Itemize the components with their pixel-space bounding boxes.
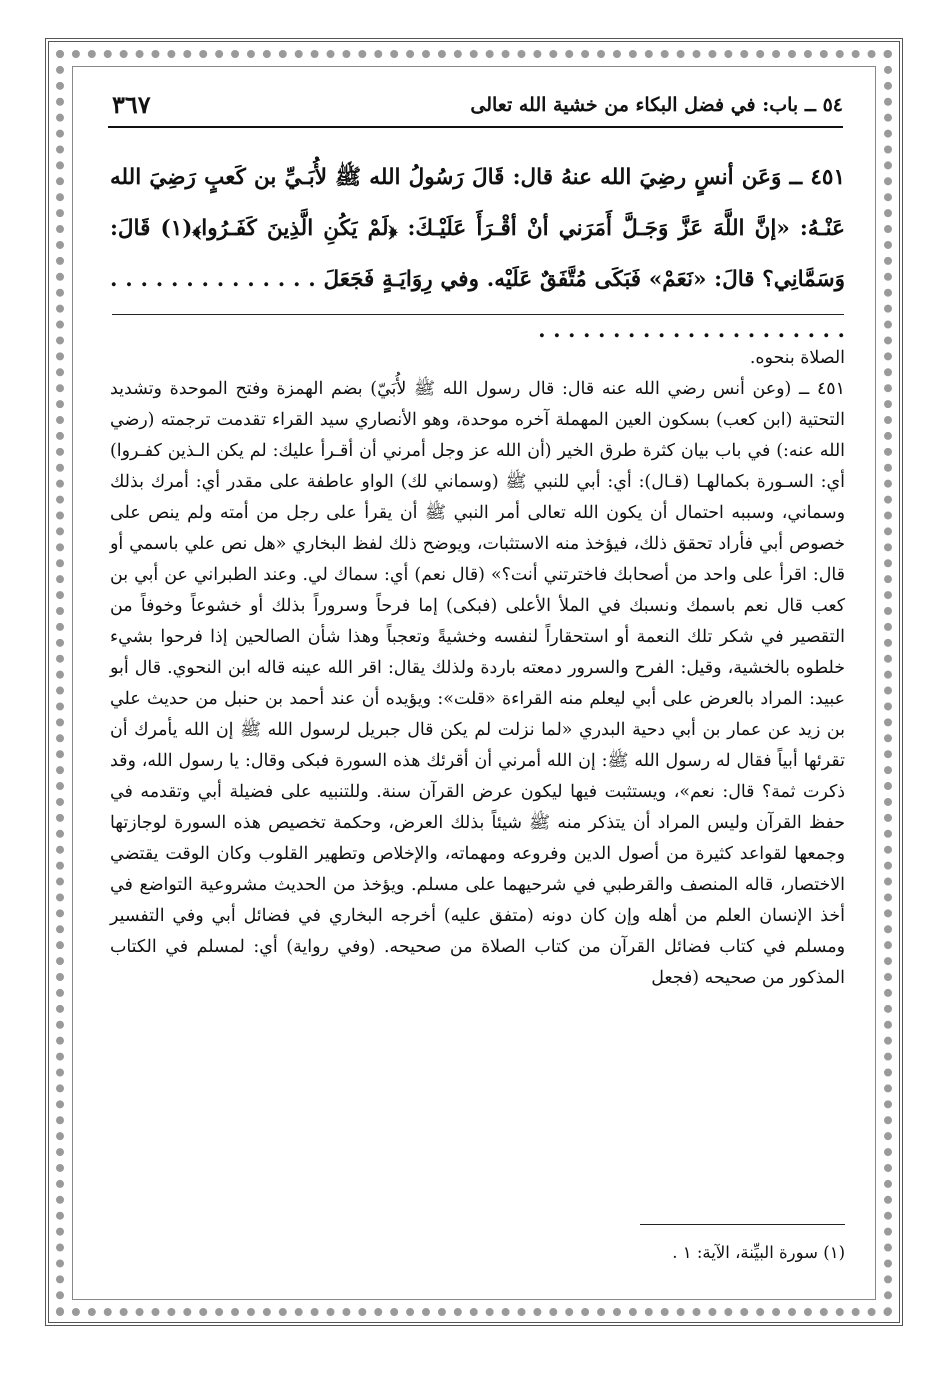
hadith-paragraph: ٤٥١ ــ وَعَن أنسٍ رضِيَ الله عنهُ قال: قَالَ رَسُولُ الله ﷺ لأُبَـيِّ بن كَعبٍ رَضِيَ الله عَنْـهُ: «إنَّ اللَّهَ عَزَّ وَجَـلَّ أَمَرَني أنْ أقْـرَأَ عَلَيْـكَ: ﴿لَمْ يَكُنِ الَّذِينَ كَفَـرُوا﴾(١) قَالَ: وَسَمَّانِي؟ قالَ: «نَعَمْ» فَبَكَى مُتَّفَقٌ عَلَيْه. وفي رِوَايَـةٍ فَجَعَلَ . . . . . . . . . . . . . . . . . . . . . . . . . . . . . . . . . . .: [110, 165, 845, 343]
commentary-line: الصلاة بنحوه.: [749, 348, 845, 368]
page-number: ٣٦٧: [112, 90, 151, 119]
chapter-title: ٥٤ ــ باب: في فضل البكاء من خشية الله تعالى: [470, 94, 843, 116]
commentary-text: [110, 343, 845, 994]
section-divider: [112, 314, 844, 315]
running-header: [108, 88, 843, 128]
commentary-paragraph: ٤٥١ ــ (وعن أنس رضي الله عنه قال: قال رسول الله ﷺ لأُبَيّ) بضم الهمزة وفتح الموحدة وتشديد التحتية (ابن كعب) بسكون العين المهملة آخره موحدة، وهو الأنصاري سيد القراء تقدمت ترجمته (رضي الله عنه:) في باب بيان كثرة طرق الخير (أن الله عز وجل أمرني أن أقـرأ عليك: لم يكن الـذين كفـروا) أي: السـورة بكمالهـا (قـال): أي: أبي للنبي ﷺ (وسماني لك) الواو عاطفة على مقدر أي: أمرك بذلك وسماني، وسببه احتمال أن يكون الله تعالى أمر النبي ﷺ أن يقرأ على رجل من أمته ولم ينص على خصوص أبي فأراد تحقق ذلك، فيؤخذ منه الاستثبات، ويوضح ذلك لفظ البخاري «هل نص علي باسمي أو قال: اقرأ على واحد من أصحابك فاخترتني أنت؟» (قال نعم) أي: سماك لي. وعند الطبراني عن أبي بن كعب قال نعم باسمك ونسبك في الملأ الأعلى (فبكى) إما فرحاً وسروراً بذلك أو خشوعاً وخوفاً من التقصير في شكر تلك النعمة أو استحقاراً لنفسه وخشيةً وتعجباً وهذا شأن الصالحين إذا فرحوا بشيء خلطوه بالخشية، وقيل: الفرح والسرور دمعته باردة ولذلك يقال: اقر الله عينه قاله ابن النحوي. قال أبو عبيد: المراد بالعرض على أبي ليعلم منه القراءة «قلت»: ويؤيده أن عند أحمد بن حنبل من حديث علي بن زيد عن عمار بن أبي دحية البدري «لما نزلت لم يكن قال جبريل لرسول الله ﷺ إن الله يأمرك أن تقرئها أبياً فقال له رسول الله ﷺ: إن الله أمرني أن أقرئك هذه السورة فبكى وقال: يا رسول الله، وقد ذكرت ثمة؟ قال: نعم»، ويستثبت فيها ليكون عرض القرآن سنة. وللتنبيه على فضيلة أبي وتقدمه في حفظ القرآن وليس المراد أن يتذكر منه ﷺ شيئاً بذلك العرض، وحكمة تخصيص هذه السورة لوجازتها وجمعها لقواعد كثيرة من أصول الدين وفروعه ومهماته، والإخلاص وتطهير القلوب وكان الوقت يقتضي الاختصار، قاله المنصف والقرطبي في شرحيهما على مسلم. ويؤخذ من الحديث مشروعية التواضع في أخذ الإنسان العلم من أهله وإن كان دونه (متفق عليه) أخرجه البخاري في فضائل أبي وفي التفسير ومسلم في كتاب فضائل القرآن من كتاب الصلاة من صحيحه. (وفي رواية) أي: لمسلم في الكتاب المذكور من صحيحه (فجعل: [110, 379, 845, 988]
hadith-text: [110, 152, 845, 356]
footnote: (١) سورة البيِّنة، الآية: ١ .: [672, 1243, 845, 1262]
footnote-divider: [640, 1224, 845, 1225]
